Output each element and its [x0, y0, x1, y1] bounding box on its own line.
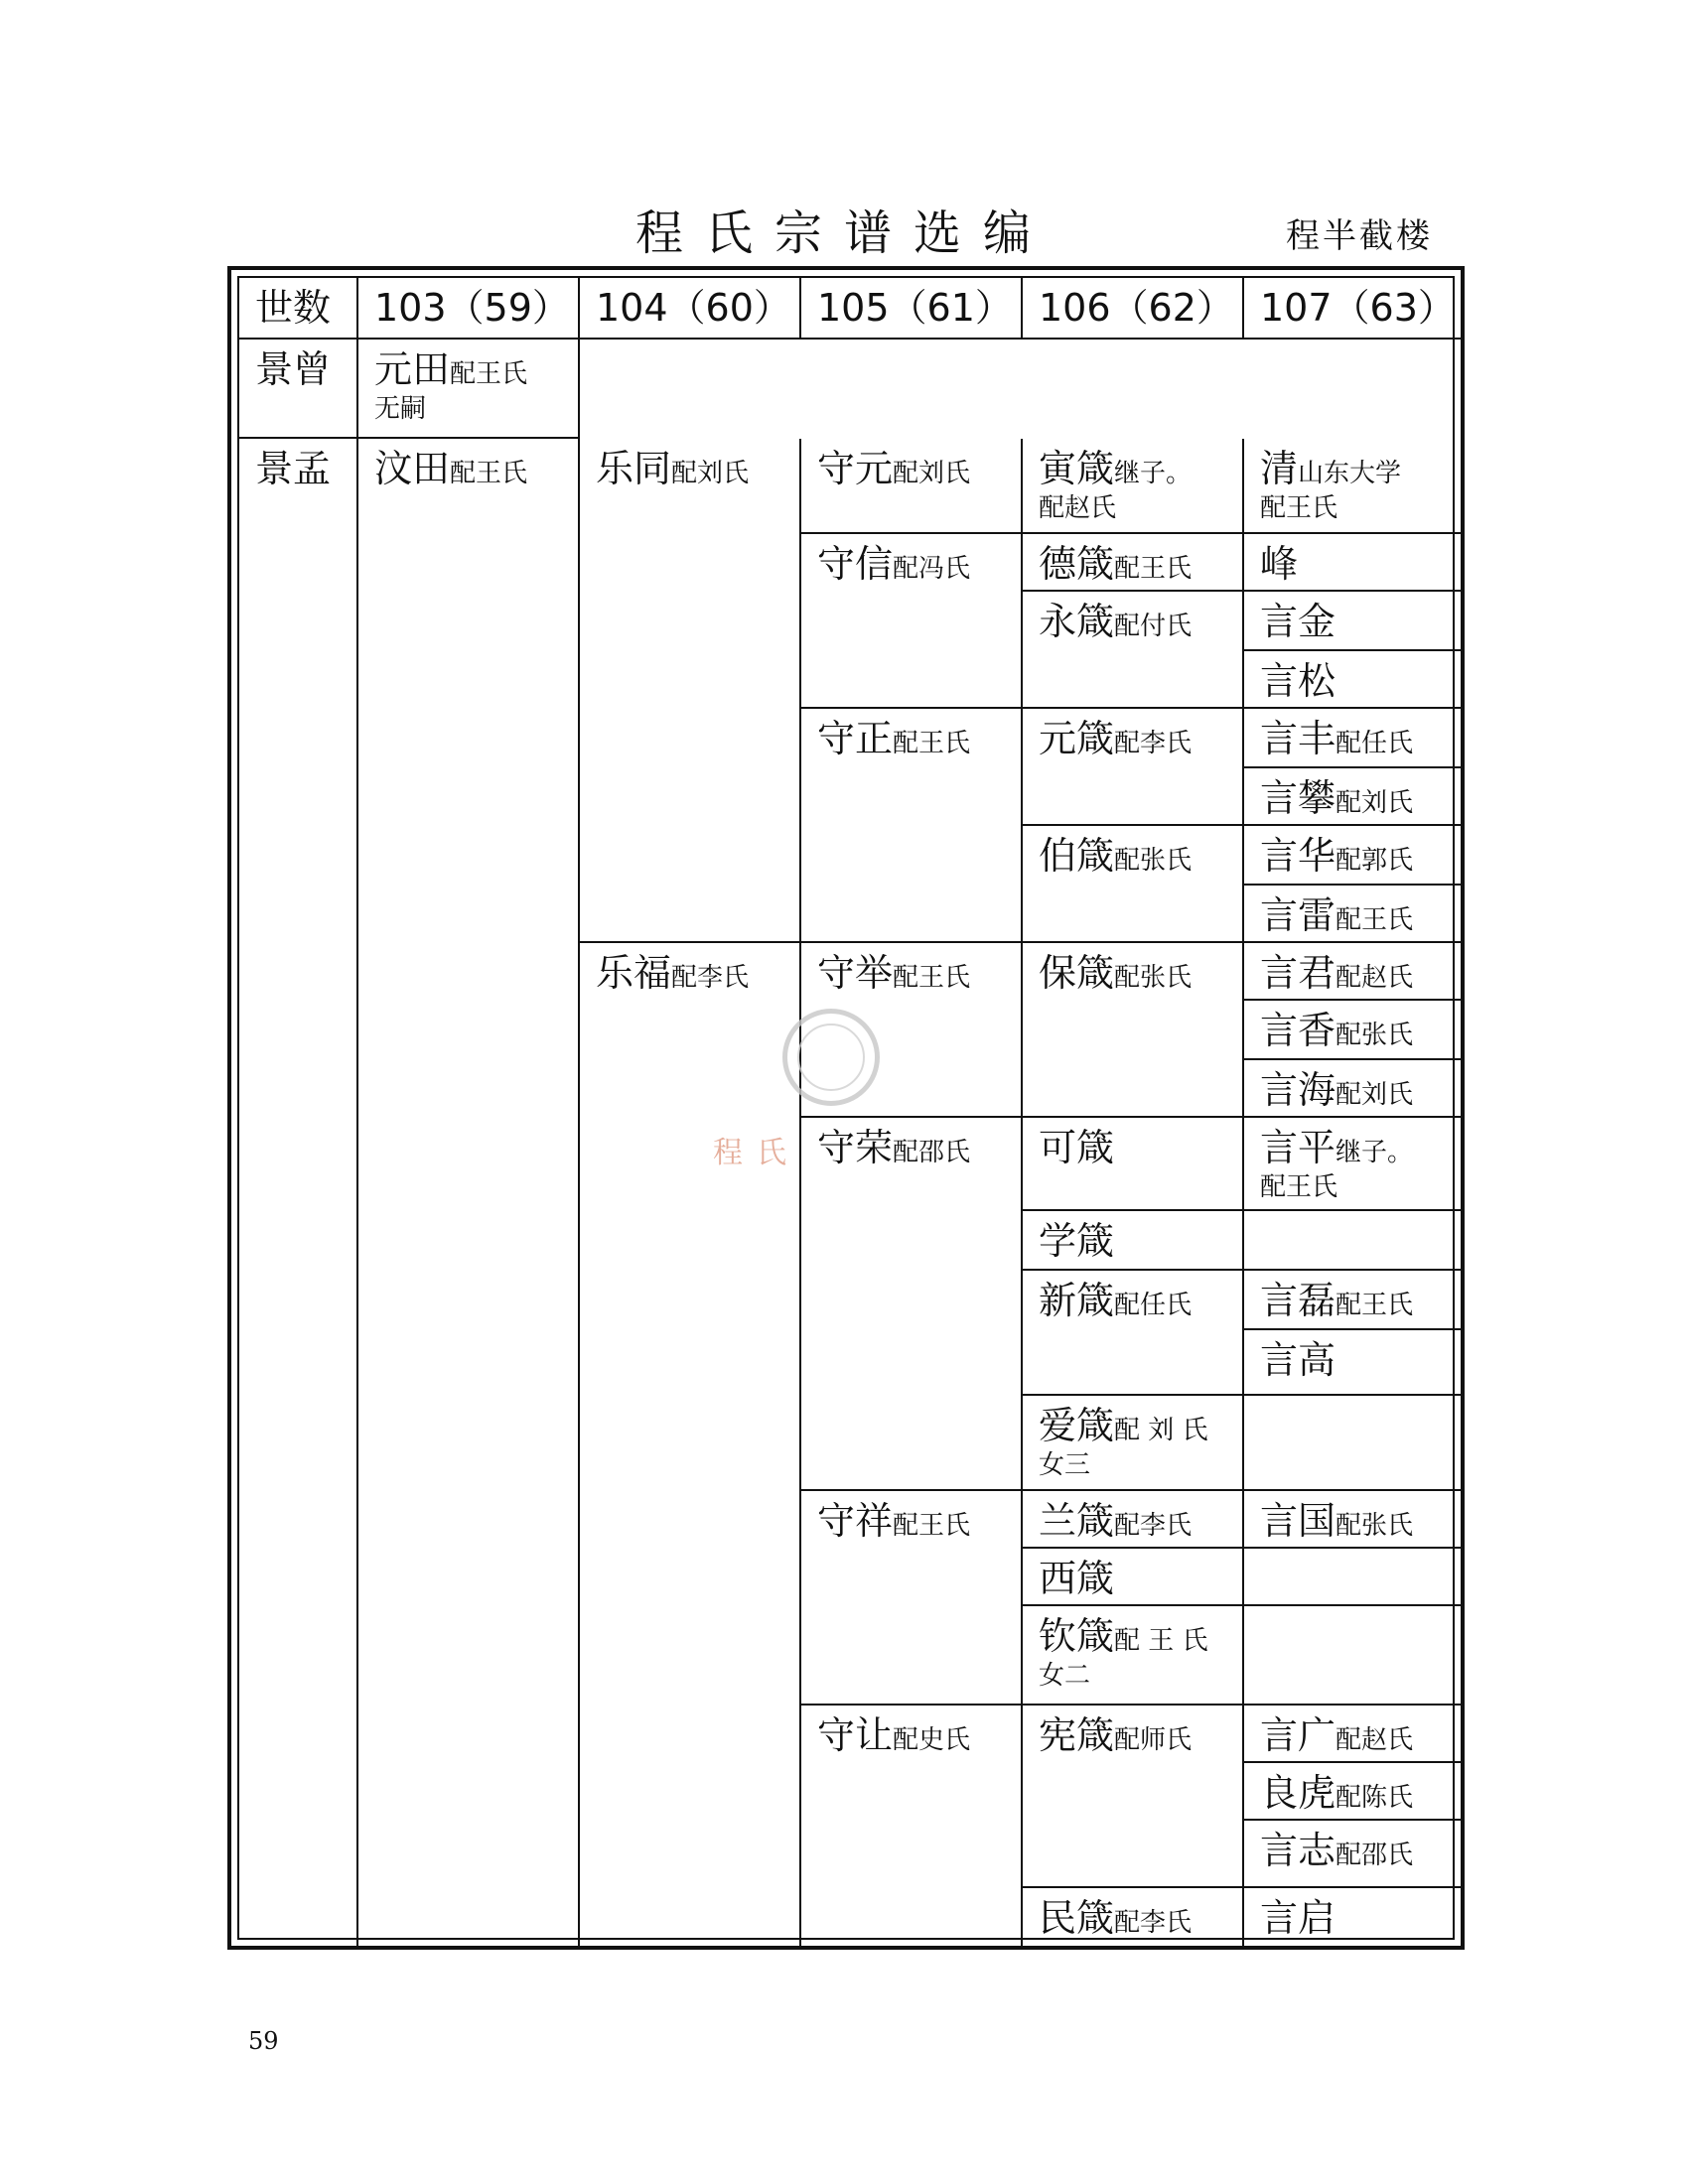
member-cell [801, 1706, 1023, 1948]
spouse-note: 配张氏 [1114, 963, 1193, 993]
member-cell [1244, 943, 1461, 1001]
spouse-note: 配王氏 [1336, 1291, 1414, 1320]
header-label: 107（63） [1260, 286, 1456, 330]
spouse-note: 配张氏 [1114, 846, 1193, 876]
member-name: 德箴 [1039, 542, 1115, 586]
spouse-note: 配王氏 [1114, 554, 1193, 584]
member-cell [1023, 709, 1244, 826]
member-name: 言磊 [1260, 1279, 1336, 1322]
member-cell [801, 1491, 1023, 1706]
header-col-3 [801, 278, 1023, 340]
member-cell [358, 439, 580, 1948]
header-col-2 [580, 278, 801, 340]
genealogy-table-frame [227, 266, 1465, 1950]
member-name: 峰 [1260, 542, 1299, 586]
member-cell [1023, 1118, 1244, 1211]
watermark-text: 程氏 [713, 1136, 800, 1170]
member-name: 兰箴 [1039, 1499, 1115, 1543]
page-number: 59 [248, 2027, 279, 2055]
branch-cell [239, 340, 358, 439]
member-cell [1023, 1606, 1244, 1706]
member-cell [1023, 1271, 1244, 1396]
member-name: 言海 [1260, 1068, 1336, 1112]
header-label: 世数 [255, 286, 332, 330]
member-cell [1244, 709, 1461, 768]
member-cell [1244, 439, 1461, 534]
member-cell [801, 709, 1023, 943]
spouse-note: 配邵氏 [1336, 1841, 1414, 1870]
member-name: 言松 [1260, 659, 1336, 703]
spouse-note: 配郭氏 [1336, 846, 1414, 876]
extra-note: 女二 [1039, 1660, 1091, 1691]
spouse-note: 配刘氏 [893, 459, 971, 488]
genealogy-table [237, 276, 1455, 1940]
member-name: 言志 [1260, 1829, 1336, 1872]
spouse-note: 配张氏 [1336, 1021, 1414, 1050]
member-cell [1244, 1396, 1461, 1491]
spouse-note: 配王氏 [893, 729, 971, 758]
member-name: 爱箴 [1039, 1404, 1115, 1447]
member-cell [1244, 534, 1461, 592]
member-cell [1023, 592, 1244, 709]
member-cell [580, 439, 801, 943]
spouse-note: 配刘氏 [671, 459, 750, 488]
member-name: 守信 [817, 542, 894, 586]
member-name: 守正 [817, 717, 894, 760]
member-name: 汶田 [374, 447, 451, 490]
spouse-note: 山东大学 [1298, 459, 1402, 488]
member-name: 元箴 [1039, 717, 1115, 760]
member-cell [358, 340, 580, 439]
member-cell [801, 534, 1023, 709]
member-cell [1023, 826, 1244, 943]
member-name: 守让 [817, 1713, 894, 1757]
member-name: 宪箴 [1039, 1713, 1115, 1757]
spouse-note: 配张氏 [1336, 1511, 1414, 1541]
member-cell [1244, 826, 1461, 886]
spouse-note: 配邵氏 [893, 1138, 971, 1167]
member-name: 伯箴 [1039, 834, 1115, 878]
member-name: 言雷 [1260, 893, 1336, 937]
member-name: 言广 [1260, 1713, 1336, 1757]
member-cell [1023, 1549, 1244, 1606]
member-cell [1244, 1271, 1461, 1330]
spouse-note: 配王氏 [450, 459, 528, 488]
member-cell [1244, 1606, 1461, 1706]
spouse-note: 配王氏 [1336, 905, 1414, 935]
member-name: 景孟 [255, 447, 332, 490]
member-cell [1023, 1211, 1244, 1271]
spouse-note: 配 王 氏 [1114, 1626, 1208, 1656]
member-cell [1023, 439, 1244, 534]
spouse-note: 配赵氏 [1336, 1725, 1414, 1755]
member-cell [1244, 1821, 1461, 1888]
header-col-4 [1023, 278, 1244, 340]
member-cell [1023, 943, 1244, 1118]
spouse-note: 配任氏 [1336, 729, 1414, 758]
spouse-note: 配李氏 [1114, 1908, 1193, 1938]
member-cell [1244, 1888, 1461, 1948]
member-name: 乐福 [596, 951, 672, 995]
member-cell [1244, 1763, 1461, 1821]
member-name: 言香 [1260, 1009, 1336, 1052]
member-name: 言国 [1260, 1499, 1336, 1543]
branch-cell [239, 439, 358, 1948]
spouse-note: 配李氏 [1114, 729, 1193, 758]
member-cell [1023, 1396, 1244, 1491]
member-name: 言攀 [1260, 776, 1336, 820]
member-name: 言高 [1260, 1338, 1336, 1382]
spouse-note: 配王氏 [893, 963, 971, 993]
header-generation [239, 278, 358, 340]
spouse-note: 配李氏 [1114, 1511, 1193, 1541]
member-cell [1244, 1060, 1461, 1118]
header-label: 106（62） [1039, 286, 1234, 330]
member-name: 寅箴 [1039, 447, 1115, 490]
member-name: 清 [1260, 447, 1299, 490]
extra-note: 配赵氏 [1039, 492, 1117, 523]
member-cell [580, 943, 801, 1948]
spouse-note: 配冯氏 [893, 554, 971, 584]
member-name: 言平 [1260, 1126, 1336, 1169]
member-name: 元田 [374, 347, 451, 391]
spouse-note: 配任氏 [1114, 1291, 1193, 1320]
member-cell [1244, 1001, 1461, 1060]
page-subtitle: 程半截楼 [1286, 216, 1433, 256]
spouse-note: 配 刘 氏 [1114, 1416, 1208, 1445]
member-name: 乐同 [596, 447, 672, 490]
extra-note: 配王氏 [1260, 1171, 1338, 1202]
member-name: 守举 [817, 951, 894, 995]
member-name: 永箴 [1039, 600, 1115, 643]
spouse-note: 配李氏 [671, 963, 750, 993]
member-name: 言金 [1260, 600, 1336, 643]
member-cell [1023, 1491, 1244, 1549]
page-title: 程氏宗谱选编 [634, 205, 1053, 261]
member-cell [1244, 651, 1461, 709]
member-cell [1244, 592, 1461, 651]
extra-note: 无嗣 [374, 393, 427, 424]
member-cell [1244, 1211, 1461, 1271]
header-label: 104（60） [596, 286, 791, 330]
member-cell [1244, 1706, 1461, 1763]
header-label: 103（59） [374, 286, 570, 330]
spouse-note: 配刘氏 [1336, 1080, 1414, 1110]
member-cell [801, 439, 1023, 534]
member-name: 言丰 [1260, 717, 1336, 760]
spouse-note: 配王氏 [893, 1511, 971, 1541]
member-name: 守元 [817, 447, 894, 490]
member-name: 西箴 [1039, 1557, 1115, 1600]
member-cell [1023, 1706, 1244, 1888]
member-name: 良虎 [1260, 1771, 1336, 1815]
seal-watermark-icon [782, 1009, 880, 1106]
spouse-note: 配师氏 [1114, 1725, 1193, 1755]
member-name: 言华 [1260, 834, 1336, 878]
spouse-note: 配史氏 [893, 1725, 971, 1755]
member-cell [1244, 1118, 1461, 1211]
header-col-5 [1244, 278, 1461, 340]
spouse-note: 继子。 [1336, 1138, 1414, 1167]
member-name: 新箴 [1039, 1279, 1115, 1322]
member-name: 守祥 [817, 1499, 894, 1543]
member-cell [1023, 534, 1244, 592]
member-cell [1023, 1888, 1244, 1948]
member-name: 景曾 [255, 347, 332, 391]
header-col-1 [358, 278, 580, 340]
spouse-note: 配王氏 [450, 359, 528, 389]
member-name: 民箴 [1039, 1896, 1115, 1940]
member-cell [1244, 768, 1461, 826]
member-cell [801, 1118, 1023, 1491]
member-cell [1244, 1549, 1461, 1606]
member-name: 钦箴 [1039, 1614, 1115, 1658]
spouse-note: 配付氏 [1114, 612, 1193, 641]
extra-note: 女三 [1039, 1449, 1091, 1480]
spouse-note: 继子。 [1114, 459, 1193, 488]
member-name: 守荣 [817, 1126, 894, 1169]
member-name: 可箴 [1039, 1126, 1115, 1169]
spouse-note: 配赵氏 [1336, 963, 1414, 993]
extra-note: 配王氏 [1260, 492, 1338, 523]
member-name: 保箴 [1039, 951, 1115, 995]
member-name: 学箴 [1039, 1219, 1115, 1263]
member-name: 言君 [1260, 951, 1336, 995]
header-label: 105（61） [817, 286, 1013, 330]
member-cell [1244, 886, 1461, 943]
member-cell [1244, 1491, 1461, 1549]
spouse-note: 配刘氏 [1336, 788, 1414, 818]
member-cell [1244, 1330, 1461, 1396]
spouse-note: 配陈氏 [1336, 1783, 1414, 1813]
member-name: 言启 [1260, 1896, 1336, 1940]
